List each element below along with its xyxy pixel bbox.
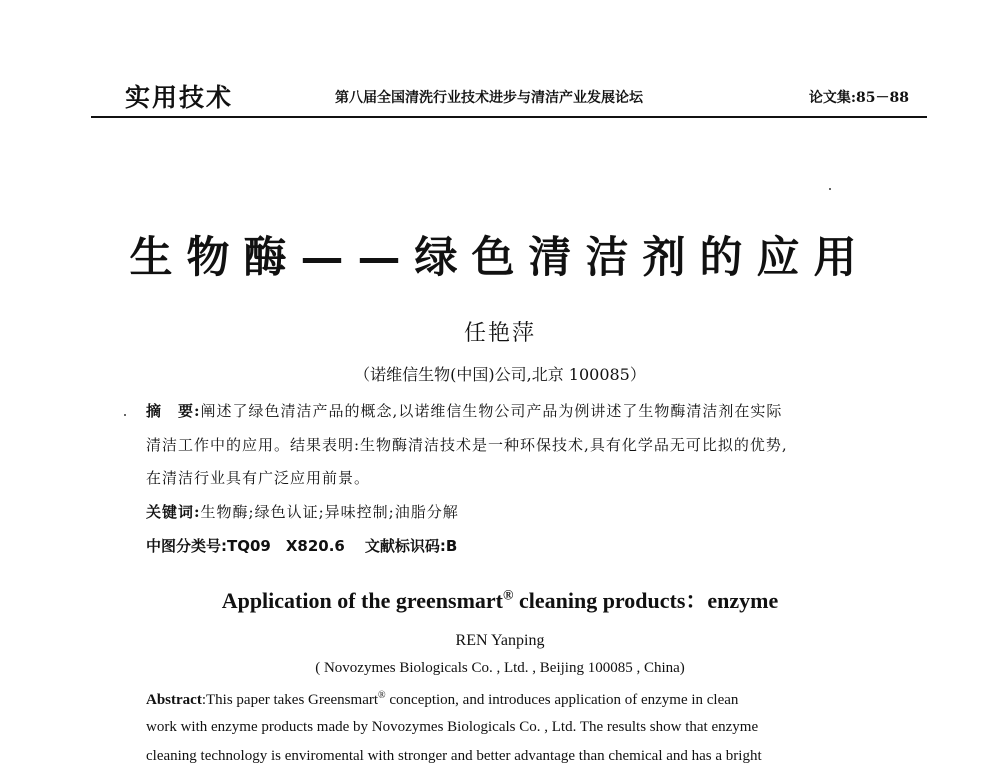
- english-abstract-line-1: [146, 690, 874, 709]
- abstract-cn-line-2: 清洁工作中的应用。结果表明:生物酶清洁技术是一种环保技术,具有化学品无可比拟的优势,: [146, 436, 788, 454]
- keywords-line: [146, 501, 459, 522]
- abstract-cn-label: 摘 要:: [146, 402, 201, 420]
- header-rule: [91, 116, 927, 118]
- paper-title: 生物酶——绿色清洁剂的应用: [129, 233, 871, 283]
- english-abstract-label: Abstract: [146, 692, 202, 708]
- keywords-label: 关键词:: [146, 503, 201, 521]
- english-author: REN Yanping: [455, 632, 545, 649]
- english-abstract-line-3: cleaning technology is enviromental with stronger and better advantage than chemical and has a bright: [146, 748, 762, 764]
- doc-code-label: 文献标识码:: [364, 537, 446, 555]
- registered-mark: ®: [503, 588, 514, 604]
- registered-mark-small: ®: [378, 690, 386, 701]
- abstract-cn-text-1: 阐述了绿色清洁产品的概念,以诺维信生物公司产品为例讲述了生物酶清洁剂在实际: [200, 402, 783, 420]
- classification-line: [146, 535, 457, 556]
- scan-speck: [829, 188, 831, 190]
- clc-codes: TQ09 X820.6: [227, 537, 345, 555]
- keywords-text: 生物酶;绿色认证;异味控制;油脂分解: [200, 503, 459, 521]
- english-title-suffix: cleaning products：enzyme: [513, 588, 779, 613]
- conference-title: 第八届全国清洗行业技术进步与清洁产业发展论坛: [335, 90, 643, 106]
- english-title: [0, 584, 1000, 615]
- page-range: 论文集:85－88: [808, 90, 909, 106]
- doc-code: B: [445, 537, 458, 555]
- english-affiliation: ( Novozymes Biologicals Co. , Ltd. , Beijing 100085 , China): [315, 660, 685, 676]
- journal-section-label: 实用技术: [125, 83, 234, 112]
- author-name: 任艳萍: [463, 321, 536, 346]
- english-abstract-text-1a: :This paper takes Greensmart: [201, 692, 379, 708]
- abstract-cn-line-1: [146, 400, 782, 421]
- english-title-text: Application of the greensmart: [221, 588, 503, 613]
- clc-label: 中图分类号:: [146, 537, 227, 555]
- scan-speck: [124, 414, 126, 416]
- author-affiliation: （诺维信生物(中国)公司,北京 100085）: [354, 365, 646, 384]
- english-abstract-line-2: work with enzyme products made by Novozymes Biologicals Co. , Ltd. The results show that enzyme: [146, 719, 759, 735]
- abstract-cn-line-3: 在清洁行业具有广泛应用前景。: [146, 469, 371, 487]
- english-abstract-text-1b: conception, and introduces application of enzyme in clean: [385, 692, 739, 708]
